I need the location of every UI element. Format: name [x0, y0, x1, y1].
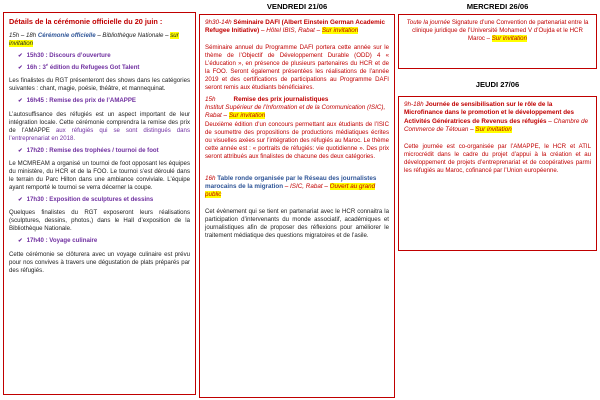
event-title: Table ronde organisée par le Réseau des journalistes marocains de la migration: [205, 174, 377, 191]
event-dafi-header: [205, 19, 389, 36]
invitation-tag: Sur invitation: [475, 125, 512, 133]
opening-location: – Bibliothèque Nationale –: [95, 31, 171, 39]
opening-title: Cérémonie officielle: [37, 31, 96, 39]
invitation-tag: Sur invitation: [491, 35, 527, 43]
opening-time: 15h – 18h: [9, 31, 37, 39]
event-time: 16h: [205, 174, 216, 182]
event-title: Journée de sensibilisation sur le rôle de la Microfinance dans le promotion et le développement des Activités Génératrices de Revenus des réfugiés: [404, 101, 575, 125]
check-item-opening-speech: [9, 52, 190, 60]
event-location: – Hôtel IBIS, Rabat –: [259, 27, 322, 35]
day-heading-thursday: JEUDI 27/06: [475, 80, 520, 89]
event-location: – ISIC, Rabat –: [283, 183, 330, 191]
event-time: 9h-18h: [404, 101, 424, 108]
ceremony-heading: Détails de la cérémonie officielle du 20 juin :: [9, 17, 163, 26]
check-item-rgt: [9, 62, 190, 72]
separator: –: [221, 112, 229, 120]
exhibition-description: Quelques finalistes du RGT exposeront leurs réalisations (sculptures, dessins, photos,) dans le Hall d’exposition de la Bibliothèque Nationale.: [9, 209, 190, 233]
event-time: 15h: [205, 95, 216, 103]
amappe-description: [9, 111, 190, 143]
wednesday-box: [398, 14, 597, 69]
check-item-label: 17h30 : Exposition de sculptures et dessins: [26, 196, 154, 204]
event-microfinance-header: [404, 101, 591, 134]
column-ceremony: [3, 0, 196, 395]
event-title: Séminaire DAFI (Albert Einstein German Academic Refugee Initiative): [205, 19, 386, 35]
amappe-text: L’autosuffisance des réfugiés est un aspect important de leur intégration locale. Cette cérémonie comprendra la remise des prix de l’AMAPPE: [9, 110, 190, 134]
ceremony-box: [3, 12, 196, 395]
rgt-description: Les finalistes du RGT présenteront des shows dans les catégories suivantes : chant, magie, poésie, théâtre, et mannequinat.: [9, 77, 190, 93]
check-item-exhibition: [9, 196, 190, 204]
day-heading-friday: VENDREDI 21/06: [266, 2, 328, 11]
column-wed-thu: [398, 0, 597, 251]
opening-invitation-tag: sur invitation: [9, 31, 179, 47]
event-location: Institut Supérieur de l’Information et de la Communication (ISIC), Rabat: [205, 104, 386, 120]
thursday-box: [398, 96, 597, 251]
amappe-highlight: aux réfugiés qui se sont distingués dans l’entreprenariat en 2018.: [9, 126, 190, 142]
check-item-football: [9, 147, 190, 155]
event-description: Séminaire annuel du Programme DAFI portera cette année sur le thème de l’Objectif de Développement Durable (ODD) 4 « L’éducation », en présence de plusieurs partenaires du HCR et de la FOO. Seront également présentées les réalisations de l’année 2019 et des certifications de participations au Programme DAFI seront remis aux étudiants bénéficiaires.: [205, 43, 389, 91]
event-time: 9h30-14h: [205, 19, 232, 26]
invitation-tag: Sur invitation: [228, 112, 266, 120]
event-journalism-prizes: [205, 96, 389, 161]
culinary-description: Cette cérémonie se clôturera avec un voyage culinaire est prévu pour nos convives à travers une dégustation de plats préparés par des réfugiés.: [9, 250, 190, 274]
check-item-label: 16h45 : Remise des prix de l’AMAPPE: [26, 97, 136, 105]
event-description: Deuxième édition d’un concours permettant aux étudiants de l’ISIC de soumettre des propositions de productions médiatiques écrites ou visuelles axées sur l’intégration des réfugiés au Maroc. Le thème cette année est : « portraits de réfugiés: vie quotidienne ». Des prix seront attribués aux finalistes de chacune des deux catégories.: [205, 120, 389, 160]
check-item-label: 17h20 : Remise des trophées / tournoi de foot: [26, 146, 159, 154]
separator: –: [484, 35, 492, 43]
check-item-label-rest: édition du Refugees Got Talent: [48, 63, 140, 71]
event-title: Signature d’une Convention de partenariat entre la clinique juridique de l’Université Mohamed V d’Oujda et le HCR Maroc: [412, 19, 589, 43]
event-description: Cet évènement qui se tient en partenariat avec le HCR connaitra la participation d’intervenants du monde associatif, académiques et journalistiques afin de proposer des réflexions pour améliorer le traitement médiatique des questions migratoires et de l’asile.: [205, 207, 389, 239]
event-description: Cette journée est co-organisée par l’AMAPPE, le HCR et ATIL microcrédit dans le cadre du projet d’appui à la création et au développement de projets d’entreprenariat et de coopératives parmi les réfugiés au Maroc, cofinancé par l’Union européenne.: [404, 143, 591, 175]
opening-event: [9, 32, 190, 48]
event-round-table-header: [205, 175, 389, 200]
event-title: Remise des prix journalistiques: [233, 95, 329, 103]
event-dafi: [205, 19, 389, 92]
check-item-culinary: [9, 237, 190, 245]
event-location: – Chambre de Commerce de Tétouan –: [404, 117, 589, 133]
day-heading-wednesday: MERCREDI 26/06: [466, 2, 529, 11]
check-item-amappe: [9, 97, 190, 105]
invitation-tag: Sur invitation: [321, 27, 359, 35]
event-time: Toute la journée: [406, 19, 451, 26]
check-item-label: 17h40 : Voyage culinaire: [26, 237, 98, 245]
football-description: Le MCMREAM a organisé un tournoi de foot opposant les équipes du ministère, du HCR et de la FOO. Le tournoi s’est déroulé dans le terrain du Parc Hilton dans une ambiance conviviale. L’équipe ayant remporté le tournoi se verra décerner la coupe.: [9, 159, 190, 191]
friday-box: [199, 14, 395, 398]
superscript: é: [45, 61, 49, 67]
public-tag: Ouvert au grand public: [205, 183, 376, 199]
check-item-label: 16h : 3: [26, 63, 46, 71]
check-item-label: 15h30 : Discours d’ouverture: [26, 51, 111, 59]
event-round-table: [205, 175, 389, 240]
event-journalism-header: [205, 96, 389, 121]
column-friday: [199, 0, 395, 398]
